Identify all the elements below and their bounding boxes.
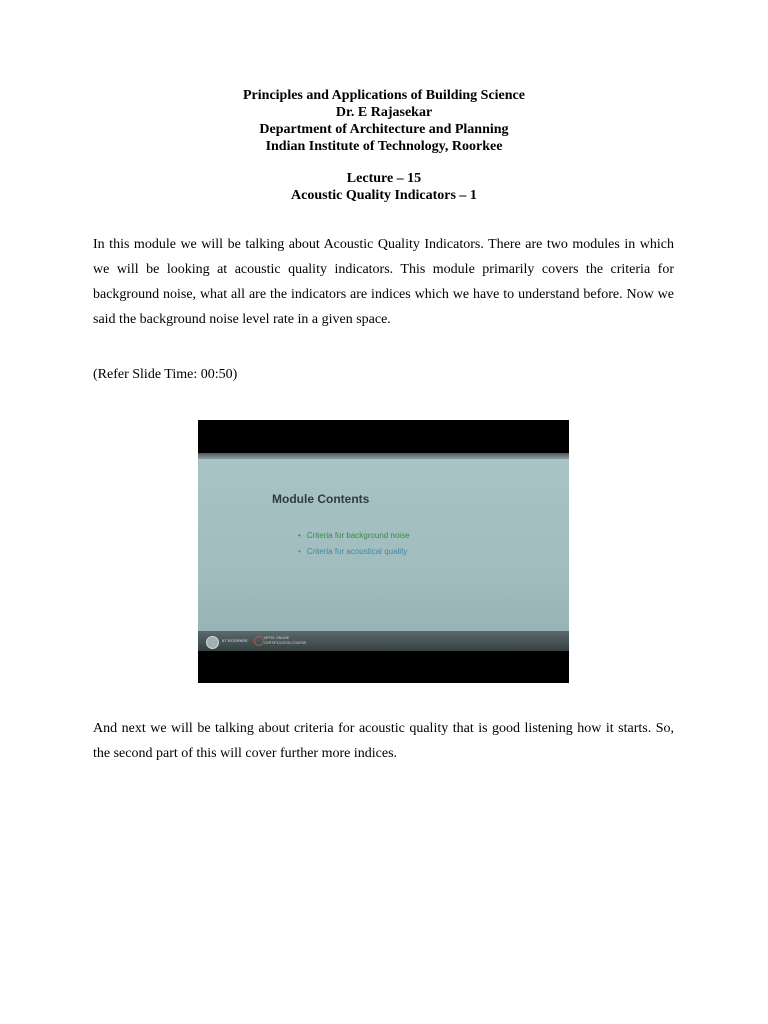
paragraph-next: And next we will be talking about criteria for acoustic quality that is good listening how it starts. So, the second part of this will cover further more indices. — [93, 721, 674, 761]
lecture-title: Acoustic Quality Indicators – 1 — [291, 188, 477, 203]
instructor-name: Dr. E Rajasekar — [335, 105, 433, 120]
paragraph-intro: In this module we will be talking about Acoustic Quality Indicators. There are two modules in which we will be looking at acoustic quality indicators. This module primarily covers the criteria for background noise, what all are the indicators are indices which we have to understand before. Now we said the background noise level rate in a given space. — [93, 237, 674, 327]
bullet-icon: • — [298, 531, 301, 540]
refer-slide-time: (Refer Slide Time: 00:50) — [93, 367, 238, 382]
lecture-header — [0, 87, 768, 204]
department-name: Department of Architecture and Planning — [259, 122, 509, 137]
institute-name: Indian Institute of Technology, Roorkee — [265, 139, 503, 154]
slide-bullet-item: • Criteria for background noise — [298, 531, 410, 540]
slide-screenshot — [198, 420, 569, 683]
slide-footer — [198, 631, 569, 651]
footer-right-text: NPTEL ONLINE CERTIFICATION COURSE — [264, 636, 307, 645]
lecture-number: Lecture – 15 — [346, 171, 422, 186]
iit-logo-icon — [206, 636, 219, 649]
course-title: Principles and Applications of Building Science — [243, 88, 525, 103]
footer-left-text: IIT ROORKEE — [222, 638, 248, 643]
slide-title: Module Contents — [272, 492, 370, 506]
slide-bullet-item: • Criteria for acoustical quality — [298, 547, 408, 556]
slide-bullet-list — [298, 528, 410, 560]
bullet-icon: • — [298, 547, 301, 556]
nptel-logo-icon — [254, 636, 264, 646]
